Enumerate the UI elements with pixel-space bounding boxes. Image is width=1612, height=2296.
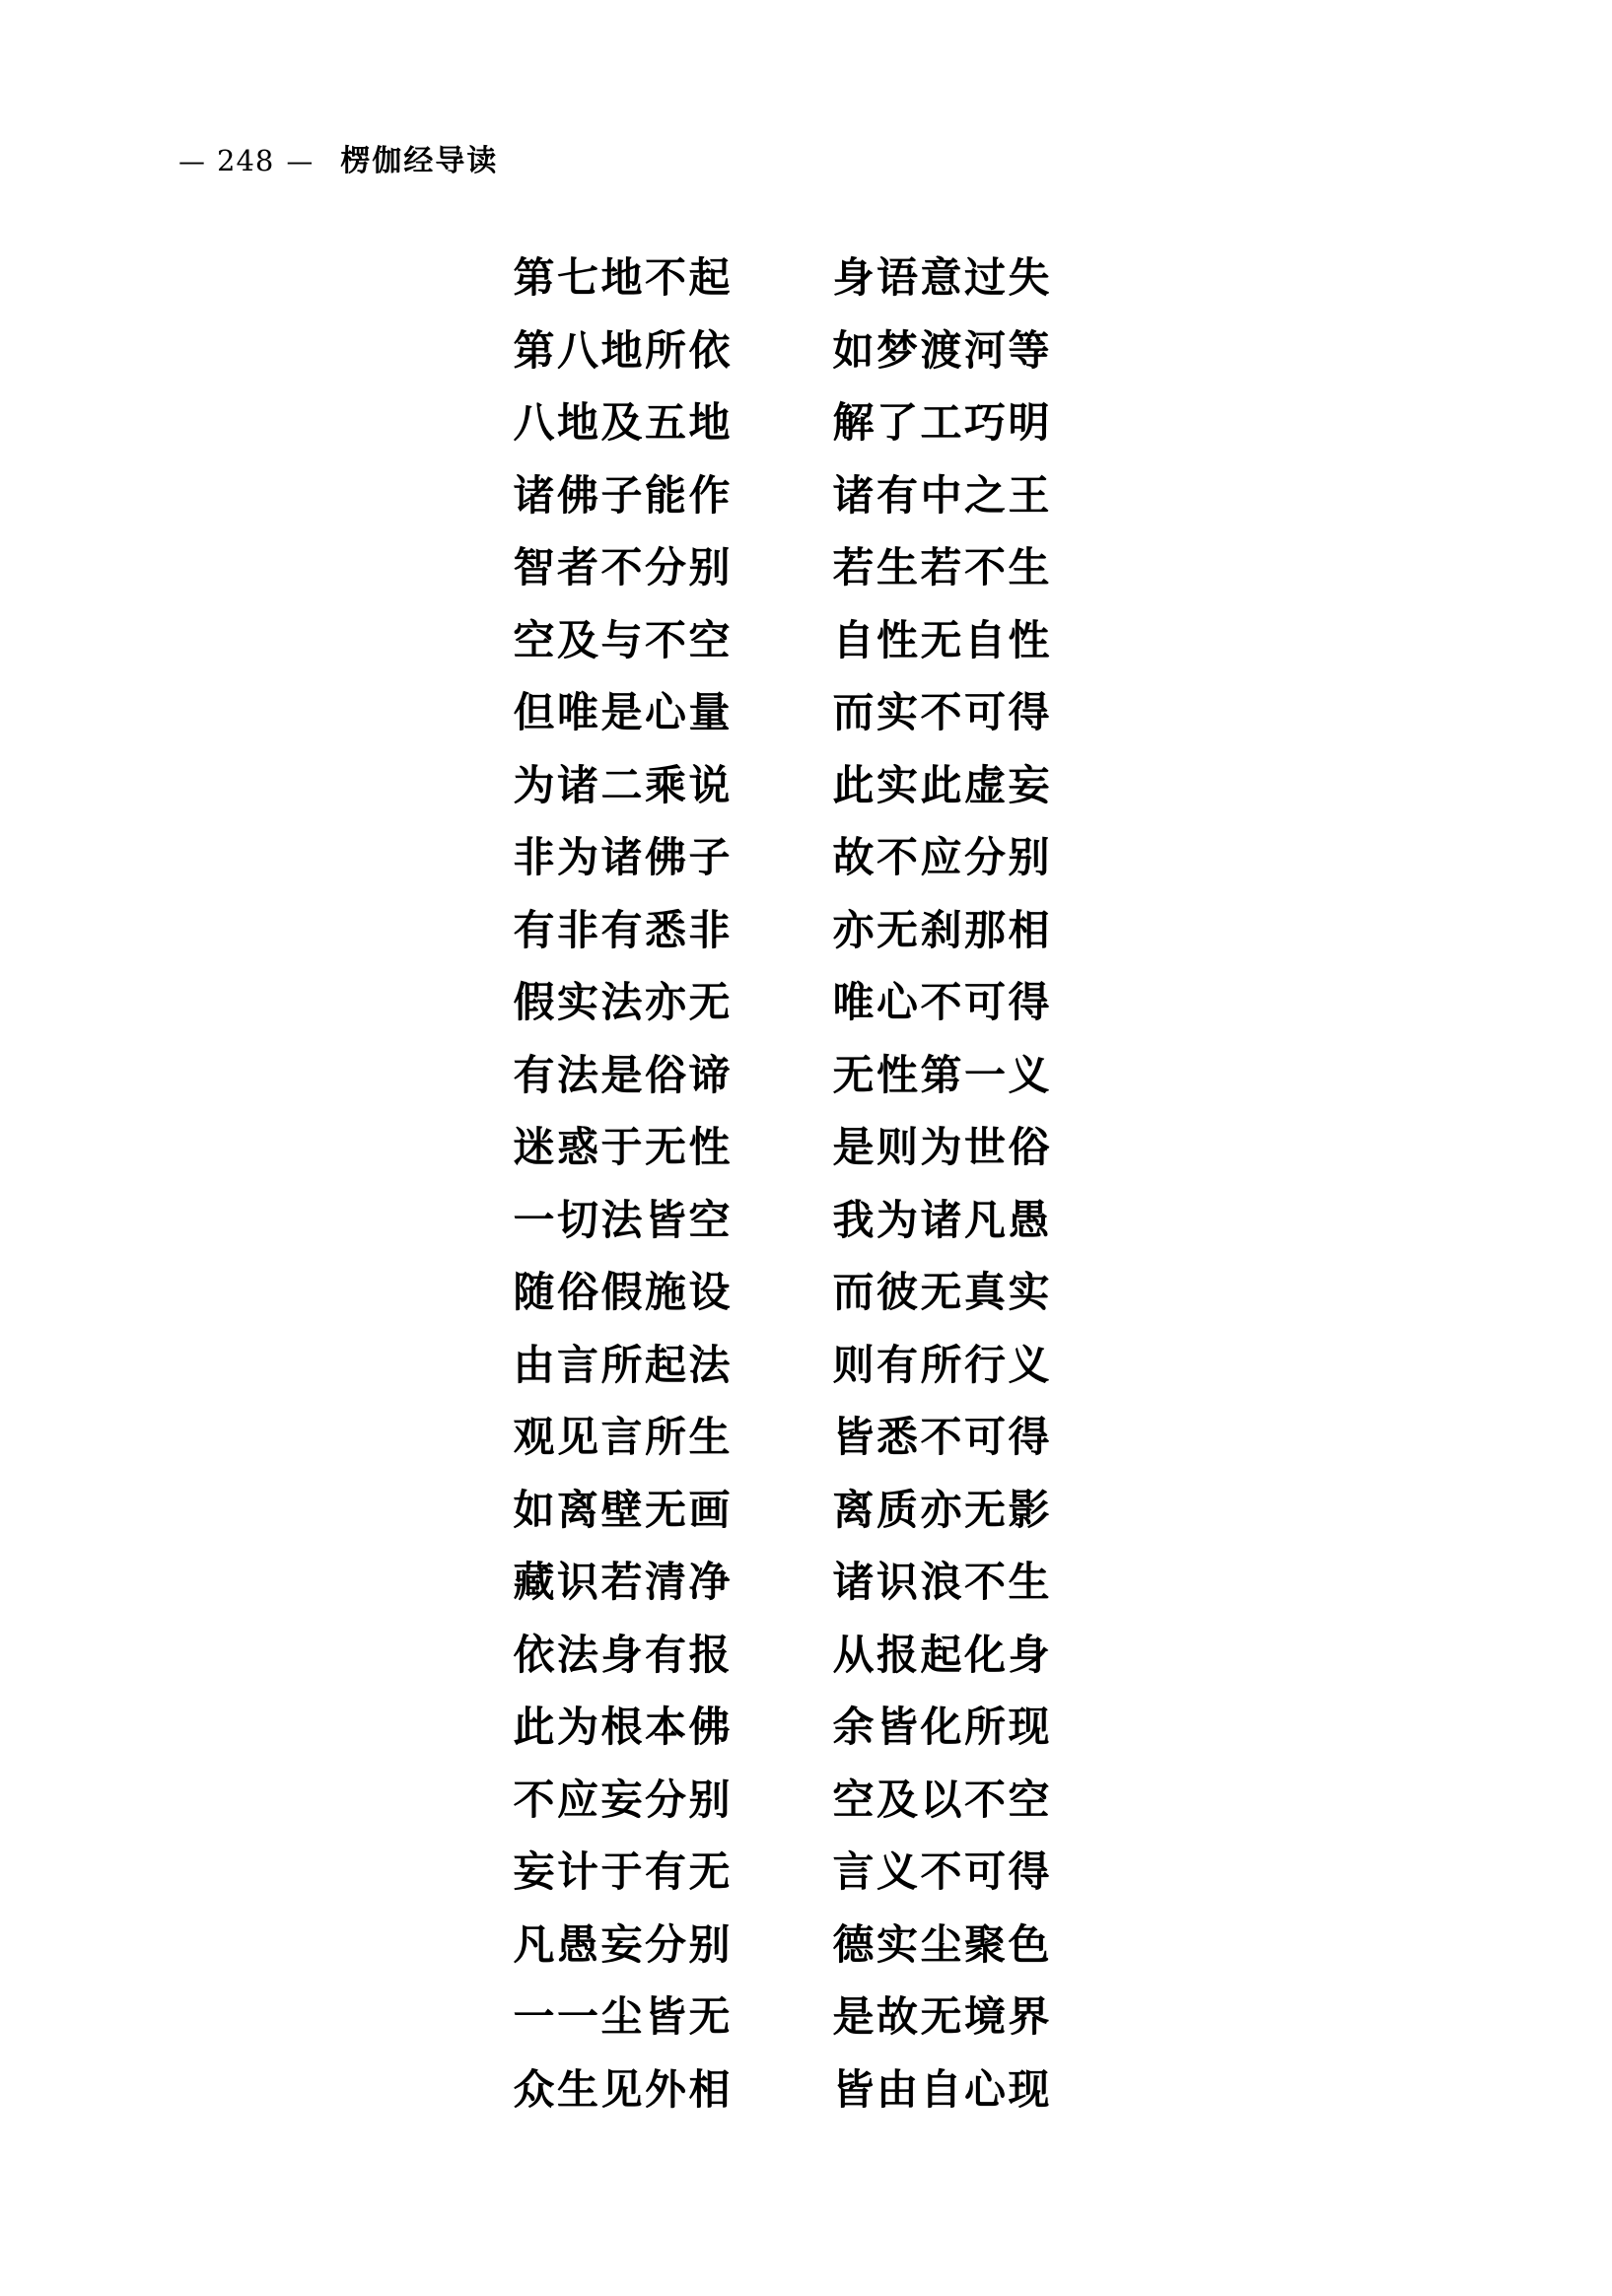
- verse-line: [0, 1474, 1612, 1547]
- verse-column-left: 智者不分别: [513, 543, 734, 591]
- verse-column-left: 藏识若清净: [513, 1558, 734, 1606]
- verse-column-right: 诸识浪不生: [832, 1558, 1053, 1606]
- verse-column-left: 凡愚妄分别: [513, 1919, 734, 1969]
- verse-column-right: 解了工巧明: [832, 398, 1053, 447]
- verse-column-left: 第八地所依: [513, 325, 734, 375]
- verse-line: [0, 242, 1612, 314]
- verse-column-left: 依法身有报: [513, 1630, 734, 1679]
- verse-column-left: 八地及五地: [513, 398, 734, 447]
- verse-line: [0, 1619, 1612, 1692]
- verse-line: [0, 1111, 1612, 1184]
- verse-line: [0, 1691, 1612, 1764]
- verse-line: [0, 1836, 1612, 1909]
- verse-column-right: 空及以不空: [832, 1774, 1053, 1824]
- header-dash-left: —: [178, 147, 205, 177]
- verse-column-left: 迷惑于无性: [513, 1123, 734, 1171]
- verse-line: [0, 966, 1612, 1039]
- verse-column-left: 但唯是心量: [513, 688, 734, 736]
- verse-column-left: 如离壁无画: [513, 1485, 734, 1534]
- verse-column-right: 自性无自性: [832, 615, 1053, 664]
- verse-column-right: 德实尘聚色: [832, 1919, 1053, 1969]
- verse-line: [0, 604, 1612, 677]
- verse-column-left: 假实法亦无: [513, 978, 734, 1026]
- verse-line: [0, 531, 1612, 604]
- header-dash-right: —: [286, 147, 314, 177]
- verse-column-left: 为诸二乘说: [513, 760, 734, 809]
- verse-column-right: 身语意过失: [832, 253, 1053, 302]
- verse-column-right: 亦无刹那相: [832, 905, 1053, 954]
- verse-line: [0, 386, 1612, 459]
- verse-line: [0, 1764, 1612, 1837]
- verse-line: [0, 1401, 1612, 1474]
- verse-column-left: 空及与不空: [513, 615, 734, 664]
- verse-column-right: 故不应分别: [832, 833, 1053, 881]
- verse-column-left: 一切法皆空: [513, 1195, 734, 1244]
- page-number: 248: [217, 144, 275, 177]
- page-header: [173, 136, 498, 179]
- verse-column-right: 我为诸凡愚: [832, 1195, 1053, 1244]
- verse-column-right: 若生若不生: [832, 543, 1053, 591]
- verse-column-right: 此实此虚妄: [832, 760, 1053, 809]
- verse-line: [0, 1909, 1612, 1982]
- verse-line: [0, 821, 1612, 894]
- verse-line: [0, 894, 1612, 967]
- verse-column-right: 而实不可得: [832, 688, 1053, 736]
- verse-column-right: 是故无境界: [832, 1992, 1053, 2041]
- verse-line: [0, 459, 1612, 532]
- verse-column-left: 诸佛子能作: [513, 470, 734, 520]
- verse-column-right: 如梦渡河等: [832, 325, 1053, 375]
- verse-line: [0, 1981, 1612, 2053]
- verse-line: [0, 676, 1612, 749]
- verse-column-left: 一一尘皆无: [513, 1992, 734, 2041]
- verse-column-left: 观见言所生: [513, 1413, 734, 1461]
- verse-column-right: 则有所行义: [832, 1340, 1053, 1389]
- verse-column-right: 而彼无真实: [832, 1268, 1053, 1316]
- verse-line: [0, 1329, 1612, 1402]
- verse-column-left: 非为诸佛子: [513, 833, 734, 881]
- verse-column-left: 妄计于有无: [513, 1847, 734, 1896]
- verse-column-left: 由言所起法: [513, 1340, 734, 1389]
- verse-column-left: 第七地不起: [513, 253, 734, 302]
- verse-column-left: 不应妄分别: [513, 1774, 734, 1824]
- verse-column-left: 此为根本佛: [513, 1703, 734, 1751]
- verse-line: [0, 749, 1612, 822]
- verse-column-left: 有法是俗谛: [513, 1050, 734, 1099]
- verse-column-right: 皆悉不可得: [832, 1413, 1053, 1461]
- verse-column-left: 众生见外相: [513, 2064, 734, 2114]
- verse-column-right: 皆由自心现: [832, 2064, 1053, 2114]
- verse-line: [0, 1039, 1612, 1112]
- verse-line: [0, 1184, 1612, 1257]
- verse-column-right: 是则为世俗: [832, 1123, 1053, 1171]
- verse-line: [0, 2053, 1612, 2126]
- verse-line: [0, 1256, 1612, 1329]
- book-title: 楞伽经导读: [340, 144, 499, 178]
- verse-column-left: 有非有悉非: [513, 905, 734, 954]
- verse-column-right: 诸有中之王: [832, 470, 1053, 520]
- verse-column-right: 离质亦无影: [832, 1485, 1053, 1534]
- verse-line: [0, 314, 1612, 387]
- verse-column-right: 从报起化身: [832, 1630, 1053, 1679]
- verse-column-right: 余皆化所现: [832, 1703, 1053, 1751]
- verse-column-right: 唯心不可得: [832, 978, 1053, 1026]
- verse-line: [0, 1546, 1612, 1619]
- verse-column-right: 言义不可得: [832, 1847, 1053, 1896]
- verse-column-right: 无性第一义: [832, 1050, 1053, 1099]
- verse-column-left: 随俗假施设: [513, 1268, 734, 1316]
- verse-block: [0, 242, 1612, 2125]
